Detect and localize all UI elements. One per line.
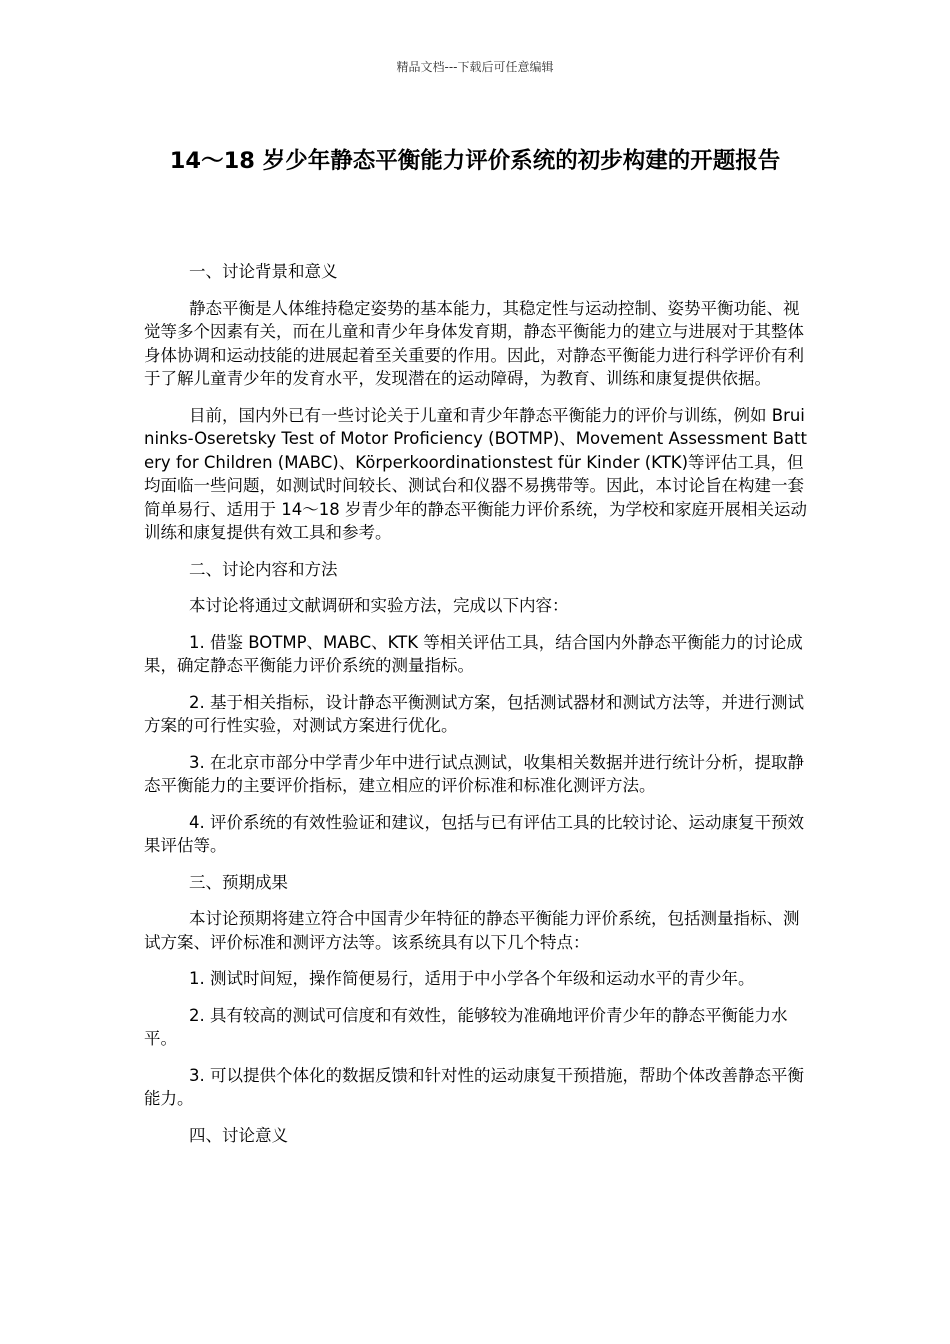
paragraph-expected-intro: 本讨论预期将建立符合中国青少年特征的静态平衡能力评价系统，包括测量指标、测试方案、评价标准和测评方法等。该系统具有以下几个特点： (144, 909, 800, 952)
section-heading-content-methods: 二、讨论内容和方法 (189, 559, 338, 579)
list-item-expected-1: 1. 测试时间短，操作简便易行，适用于中小学各个年级和运动水平的青少年。 (189, 969, 755, 988)
section-heading-background: 一、讨论背景和意义 (189, 262, 338, 281)
section-heading-significance: 四、讨论意义 (189, 1125, 288, 1145)
paragraph-content-intro: 本讨论将通过文献调研和实验方法，完成以下内容： (189, 596, 569, 615)
section-heading-expected-results: 三、预期成果 (189, 872, 288, 892)
list-item-content-4: 4. 评价系统的有效性验证和建议，包括与已有评估工具的比较讨论、运动康复干预效果评估等。 (144, 812, 804, 855)
document-body (144, 260, 814, 1160)
header-note: 精品文档---下载后可任意编辑 (396, 60, 554, 74)
list-item-expected-2: 2. 具有较高的测试可信度和有效性，能够较为准确地评价青少年的静态平衡能力水平。 (144, 1005, 788, 1048)
document-title: 14～18 岁少年静态平衡能力评价系统的初步构建的开题报告 (169, 148, 781, 174)
list-item-content-2: 2. 基于相关指标，设计静态平衡测试方案，包括测试器材和测试方法等，并进行测试方案的可行性实验，对测试方案进行优化。 (144, 692, 804, 735)
list-item-content-3: 3. 在北京市部分中学青少年中进行试点测试，收集相关数据并进行统计分析，提取静态平衡能力的主要评价指标，建立相应的评价标准和标准化测评方法。 (144, 752, 804, 795)
paragraph-background-1: 静态平衡是人体维持稳定姿势的基本能力，其稳定性与运动控制、姿势平衡功能、视觉等多个因素有关，而在儿童和青少年身体发育期，静态平衡能力的建立与进展对于其整体身体协调和运动技能的进展起着至关重要的作用。因此，对静态平衡能力进行科学评价有利于了解儿童青少年的发育水平，发现潜在的运动障碍，为教育、训练和康复提供依据。 (144, 298, 804, 388)
list-item-expected-3: 3. 可以提供个体化的数据反馈和针对性的运动康复干预措施，帮助个体改善静态平衡能力。 (144, 1065, 804, 1108)
list-item-content-1: 1. 借鉴 BOTMP、MABC、KTK 等相关评估工具，结合国内外静态平衡能力的讨论成果，确定静态平衡能力评价系统的测量指标。 (144, 632, 803, 675)
paragraph-background-2: 目前，国内外已有一些讨论关于儿童和青少年静态平衡能力的评价与训练，例如 Bruininks-Oseretsky Test of Motor Proficiency (BOTMP)、Movement Assessment Battery for Children (MABC)、Körperkoordinationstest für Kinder (KTK)等评估工具，但均面临一些问题，如测试时间较长、测试台和仪器不易携带等。因此，本讨论旨在构建一套简单易行、适用于 14～18 岁青少年的静态平衡能力评价系统，为学校和家庭开展相关运动训练和康复提供有效工具和参考。 (144, 405, 808, 542)
